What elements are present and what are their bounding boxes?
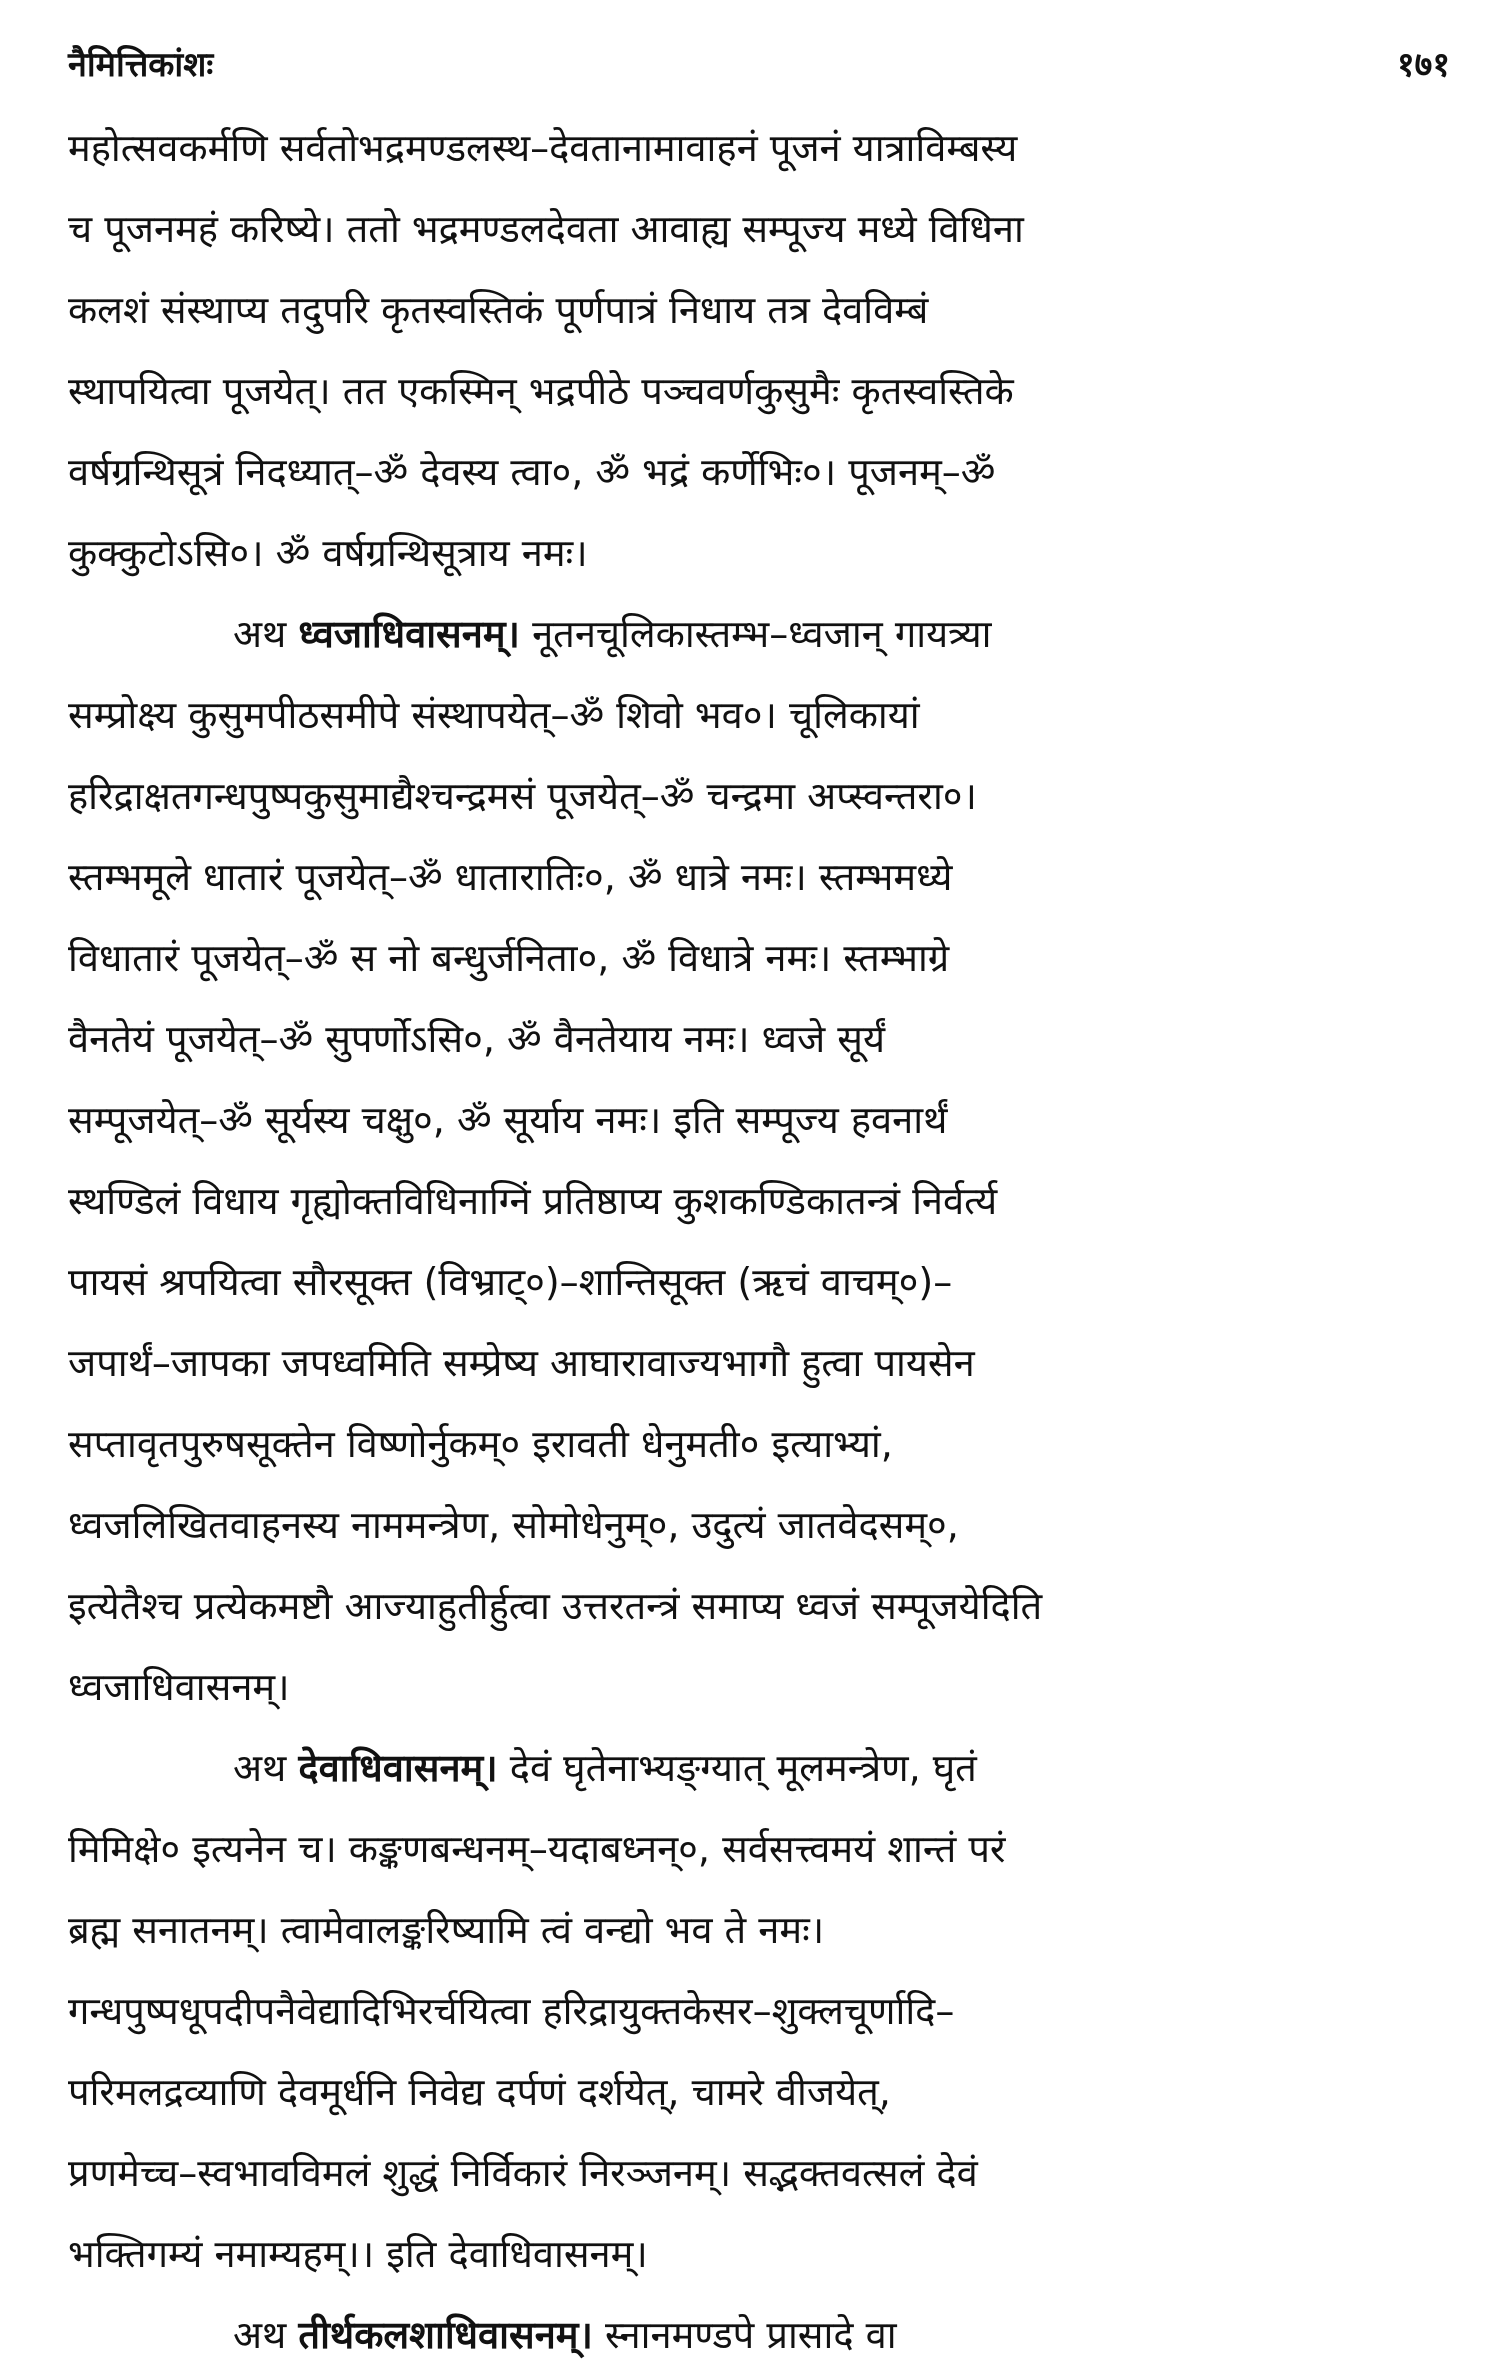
text-line: सप्तावृतपुरुषसूक्तेन विष्णोर्नुकम्० इरावती धेनुमती० इत्याभ्यां,: [68, 1422, 893, 1466]
paragraph: [68, 594, 1450, 1728]
first-line-text: नूतनचूलिकास्तम्भ–ध्वजान् गायत्र्या: [532, 612, 992, 656]
text-line: स्थापयित्वा पूजयेत्। तत एकस्मिन् भद्रपीठे पञ्चवर्णकुसुमैः कृतस्वस्तिके: [68, 369, 1014, 413]
text-line: ध्वजाधिवासनम्।: [68, 1665, 290, 1709]
text-line: विधातारं पूजयेत्–ॐ स नो बन्धुर्जनिता०, ॐ विधात्रे नमः। स्तम्भाग्रे: [68, 936, 950, 980]
text-line: मिमिक्षे० इत्यनेन च। कङ्कणबन्धनम्–यदाबध्नन्०, सर्वसत्त्वमयं शान्तं परं: [68, 1827, 1006, 1871]
text-line: ब्रह्म सनातनम्। त्वामेवालङ्करिष्यामि त्वं वन्द्यो भव ते नमः।: [68, 1908, 825, 1952]
lead-word: अथ: [233, 612, 287, 656]
page-number: १७१: [1396, 45, 1450, 85]
first-line-text: देवं घृतेनाभ्यङ्ग्यात् मूलमन्त्रेण, घृतं: [509, 1746, 977, 1790]
paragraph-first-line: [68, 2295, 1450, 2376]
text-line: इत्येतैश्च प्रत्येकमष्टौ आज्याहुतीर्हुत्वा उत्तरतन्त्रं समाप्य ध्वजं सम्पूजयेदिति: [68, 1584, 1043, 1628]
section-heading: तीर्थकलशाधिवासनम्।: [298, 2313, 593, 2357]
paragraph: [68, 2295, 1450, 2376]
text-line: स्तम्भमूले धातारं पूजयेत्–ॐ धातारातिः०, ॐ धात्रे नमः। स्तम्भमध्ये: [68, 855, 953, 899]
text-line: सम्प्रोक्ष्य कुसुमपीठसमीपे संस्थापयेत्–ॐ शिवो भव०। चूलिकायां: [68, 693, 920, 737]
paragraph: [68, 1728, 1450, 2295]
text-line: हरिद्राक्षतगन्धपुष्पकुसुमाद्यैश्चन्द्रमसं पूजयेत्–ॐ चन्द्रमा अप्स्वन्तरा०।: [68, 774, 977, 818]
text-line: वर्षग्रन्थिसूत्रं निदध्यात्–ॐ देवस्य त्वा०, ॐ भद्रं कर्णेभिः०। पूजनम्–ॐ: [68, 450, 996, 494]
text-line: महोत्सवकर्मणि सर्वतोभद्रमण्डलस्थ–देवतानामावाहनं पूजनं यात्राविम्बस्य: [68, 126, 1018, 170]
section-heading: देवाधिवासनम्।: [298, 1746, 498, 1790]
paragraph: [68, 108, 1450, 594]
page-header: [68, 40, 1450, 100]
text-line: वैनतेयं पूजयेत्–ॐ सुपर्णोऽसि०, ॐ वैनतेयाय नमः। ध्वजे सूर्यं: [68, 1017, 886, 1061]
running-title: नैमित्तिकांशः: [68, 45, 214, 85]
text-line: परिमलद्रव्याणि देवमूर्धनि निवेद्य दर्पणं दर्शयेत्, चामरे वीजयेत्,: [68, 2070, 891, 2114]
text-line: प्रणमेच्च–स्वभावविमलं शुद्धं निर्विकारं निरञ्जनम्। सद्भक्तवत्सलं देवं: [68, 2151, 978, 2195]
first-line-text: स्नानमण्डपे प्रासादे वा: [605, 2313, 897, 2357]
text-line: पायसं श्रपयित्वा सौरसूक्त (विभ्राट्०)–शान्तिसूक्त (ऋचं वाचम्०)–: [68, 1260, 953, 1304]
lead-word: अथ: [233, 1746, 287, 1790]
text-line: च पूजनमहं करिष्ये। ततो भद्रमण्डलदेवता आवाह्य सम्पूज्य मध्ये विधिना: [68, 207, 1024, 251]
text-line: गन्धपुष्पधूपदीपनैवेद्यादिभिरर्चयित्वा हरिद्रायुक्तकेसर–शुक्लचूर्णादि–: [68, 1989, 955, 2033]
text-line: भक्तिगम्यं नमाम्यहम्।। इति देवाधिवासनम्।: [68, 2232, 648, 2276]
text-line: जपार्थं–जापका जपध्वमिति सम्प्रेष्य आघारावाज्यभागौ हुत्वा पायसेन: [68, 1341, 975, 1385]
paragraph-first-line: [68, 594, 1450, 675]
text-line: कुक्कुटोऽसि०। ॐ वर्षग्रन्थिसूत्राय नमः।: [68, 531, 588, 575]
section-heading: ध्वजाधिवासनम्।: [298, 612, 520, 656]
text-line: सम्पूजयेत्–ॐ सूर्यस्य चक्षु०, ॐ सूर्याय नमः। इति सम्पूज्य हवनार्थं: [68, 1098, 948, 1142]
text-line: ध्वजलिखितवाहनस्य नाममन्त्रेण, सोमोधेनुम्०, उदुत्यं जातवेदसम्०,: [68, 1503, 959, 1547]
lead-word: अथ: [233, 2313, 287, 2357]
body-text: [68, 108, 1450, 2376]
text-line: स्थण्डिलं विधाय गृह्योक्तविधिनाग्निं प्रतिष्ठाप्य कुशकण्डिकातन्त्रं निर्वर्त्य: [68, 1179, 998, 1223]
text-line: कलशं संस्थाप्य तदुपरि कृतस्वस्तिकं पूर्णपात्रं निधाय तत्र देवविम्बं: [68, 288, 929, 332]
paragraph-first-line: [68, 1728, 1450, 1809]
